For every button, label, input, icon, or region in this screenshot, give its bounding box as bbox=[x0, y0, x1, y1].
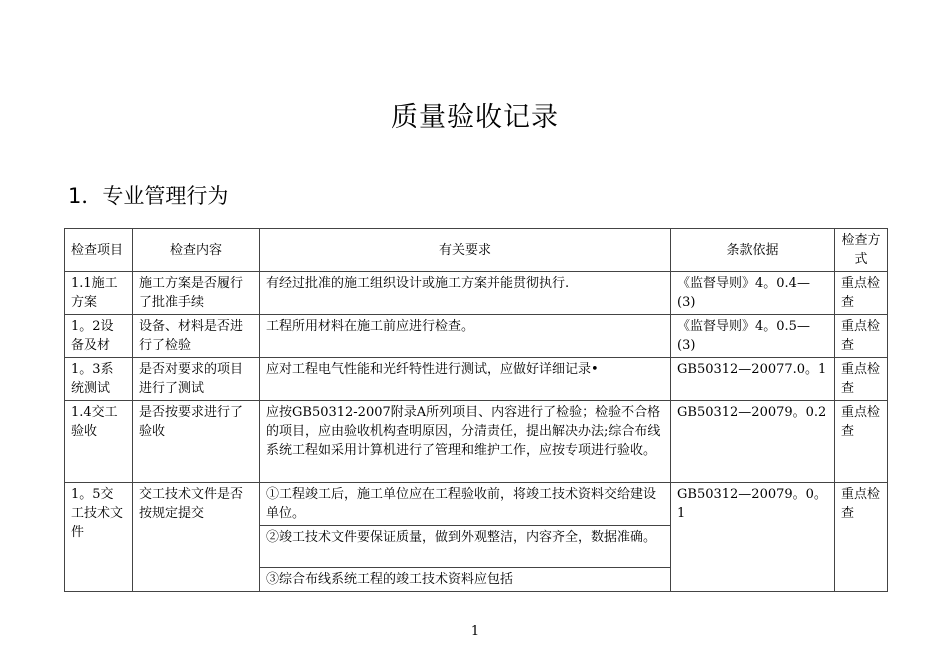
row-content: 施工方案是否履行了批准手续 bbox=[133, 272, 260, 315]
header-item: 检查项目 bbox=[65, 229, 133, 272]
row-basis: 《监督导则》4。0.5—(3) bbox=[671, 315, 835, 358]
row-requirement: ①工程竣工后，施工单位应在工程验收前，将竣工技术资料交给建设单位。 bbox=[260, 483, 671, 526]
row-content: 设备、材料是否进行了检验 bbox=[133, 315, 260, 358]
row-item: 1。2设备及材 bbox=[65, 315, 133, 358]
row-requirement: 应按GB50312-2007附录A所列项目、内容进行了检验；检验不合格的项目，应由验收机构查明原因，分清责任，提出解决办法;综合布线系统工程如采用计算机进行了管理和维护工作，应按专项进行验收。 bbox=[260, 401, 671, 483]
header-method: 检查方式 bbox=[835, 229, 888, 272]
row-method: 重点检查 bbox=[835, 272, 888, 315]
row-requirement: 有经过批准的施工组织设计或施工方案并能贯彻执行. bbox=[260, 272, 671, 315]
header-requirement: 有关要求 bbox=[260, 229, 671, 272]
row-item: 1。5交工技术文件 bbox=[65, 483, 133, 592]
table-header-row bbox=[65, 229, 888, 272]
page-number: 1 bbox=[470, 624, 480, 639]
header-basis: 条款依据 bbox=[671, 229, 835, 272]
row-requirement: ③综合布线系统工程的竣工技术资料应包括 bbox=[260, 568, 671, 592]
row-item: 1.4交工验收 bbox=[65, 401, 133, 483]
row-requirement: ②竣工技术文件要保证质量，做到外观整洁，内容齐全，数据准确。 bbox=[260, 526, 671, 568]
row-requirement: 工程所用材料在施工前应进行检查。 bbox=[260, 315, 671, 358]
page-title: 质量验收记录 bbox=[391, 102, 559, 133]
table-row bbox=[65, 315, 888, 358]
table-row bbox=[65, 272, 888, 315]
row-method: 重点检查 bbox=[835, 483, 888, 592]
row-basis: GB50312—20079。0.2 bbox=[671, 401, 835, 483]
table-row bbox=[65, 483, 888, 526]
section-heading: 1．专业管理行为 bbox=[68, 184, 229, 208]
header-content: 检查内容 bbox=[133, 229, 260, 272]
row-item: 1.1施工方案 bbox=[65, 272, 133, 315]
row-content: 是否对要求的项目进行了测试 bbox=[133, 358, 260, 401]
row-item: 1。3系统测试 bbox=[65, 358, 133, 401]
row-method: 重点检查 bbox=[835, 401, 888, 483]
table-row bbox=[65, 358, 888, 401]
row-basis: GB50312—20079。0。1 bbox=[671, 483, 835, 592]
table-row bbox=[65, 401, 888, 483]
row-basis: 《监督导则》4。0.4—(3) bbox=[671, 272, 835, 315]
row-content: 交工技术文件是否按规定提交 bbox=[133, 483, 260, 592]
inspection-table bbox=[64, 228, 888, 592]
row-basis: GB50312—20077.0。1 bbox=[671, 358, 835, 401]
row-method: 重点检查 bbox=[835, 315, 888, 358]
row-content: 是否按要求进行了验收 bbox=[133, 401, 260, 483]
row-method: 重点检查 bbox=[835, 358, 888, 401]
row-requirement: 应对工程电气性能和光纤特性进行测试，应做好详细记录• bbox=[260, 358, 671, 401]
